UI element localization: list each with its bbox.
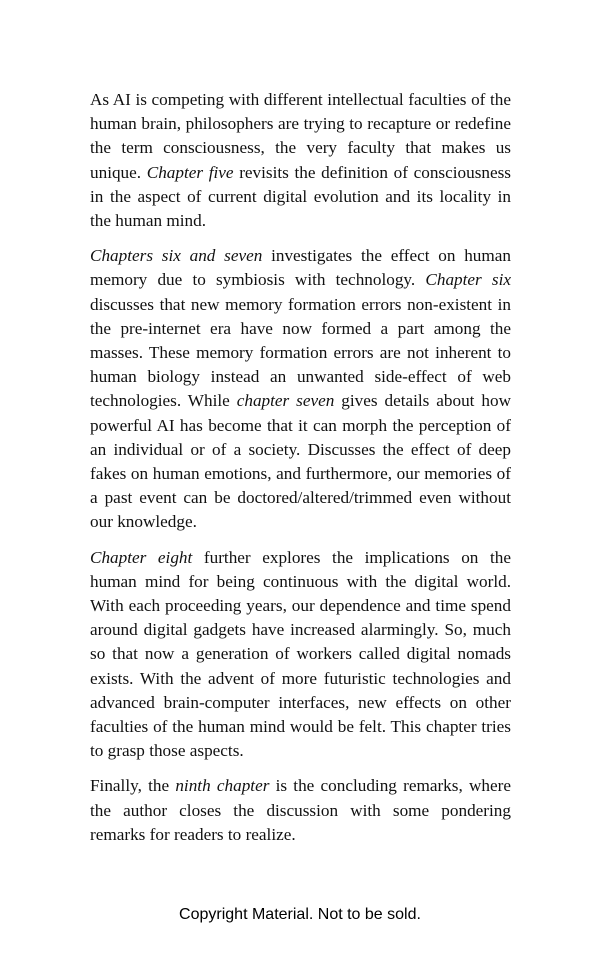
italic-chapter-reference: ninth chapter: [175, 776, 270, 796]
paragraph-ninth-chapter: [90, 774, 511, 847]
paragraph-chapter-five: [90, 88, 511, 233]
text-span: Finally, the: [90, 776, 176, 796]
text-span: investigates the effect on human memory due to symbiosis with technology.: [90, 246, 511, 290]
paragraph-chapters-six-seven: [90, 244, 511, 534]
copyright-footer: Copyright Material. Not to be sold.: [179, 906, 421, 923]
text-span: discusses that new memory formation errors non-existent in the pre-internet era have now formed a part among the masses. These memory formation errors are not inherent to human biology instead an unwanted side-effect of web technologies. While: [90, 294, 511, 411]
italic-chapter-reference: chapter seven: [236, 391, 335, 411]
text-span: revisits the definition of consciousness in the aspect of current digital evolution and its locality in the human mind.: [90, 162, 511, 231]
italic-chapter-reference: Chapters six and seven: [90, 246, 263, 266]
italic-chapter-reference: Chapter five: [146, 162, 234, 182]
text-span: is the concluding remarks, where the author closes the discussion with some pondering remarks for readers to realize.: [90, 776, 511, 844]
text-span: gives details about how powerful AI has become that it can morph the perception of an individual or of a society. Discusses the effect of deep fakes on human emotions, and furthermore, our memories of a past event can be doctored/altered/trimmed even without our knowledge.: [90, 391, 511, 532]
text-span: further explores the implications on the human mind for being continuous with the digital world. With each proceeding years, our dependence and time spend around digital gadgets have increased alarmingly. So, much so that now a generation of workers called digital nomads exists. With the advent of more futuristic technologies and advanced brain-computer interfaces, new effects on other faculties of the human mind would be felt. This chapter tries to grasp those aspects.: [90, 547, 511, 761]
italic-chapter-reference: Chapter eight: [90, 547, 193, 567]
text-span: As AI is competing with different intellectual faculties of the human brain, philosophers are trying to recapture or redefine the term consciousness, the very faculty that makes us unique.: [90, 90, 511, 182]
body-text: [90, 88, 511, 858]
paragraph-chapter-eight: [90, 546, 511, 764]
italic-chapter-reference: Chapter six: [425, 270, 511, 290]
